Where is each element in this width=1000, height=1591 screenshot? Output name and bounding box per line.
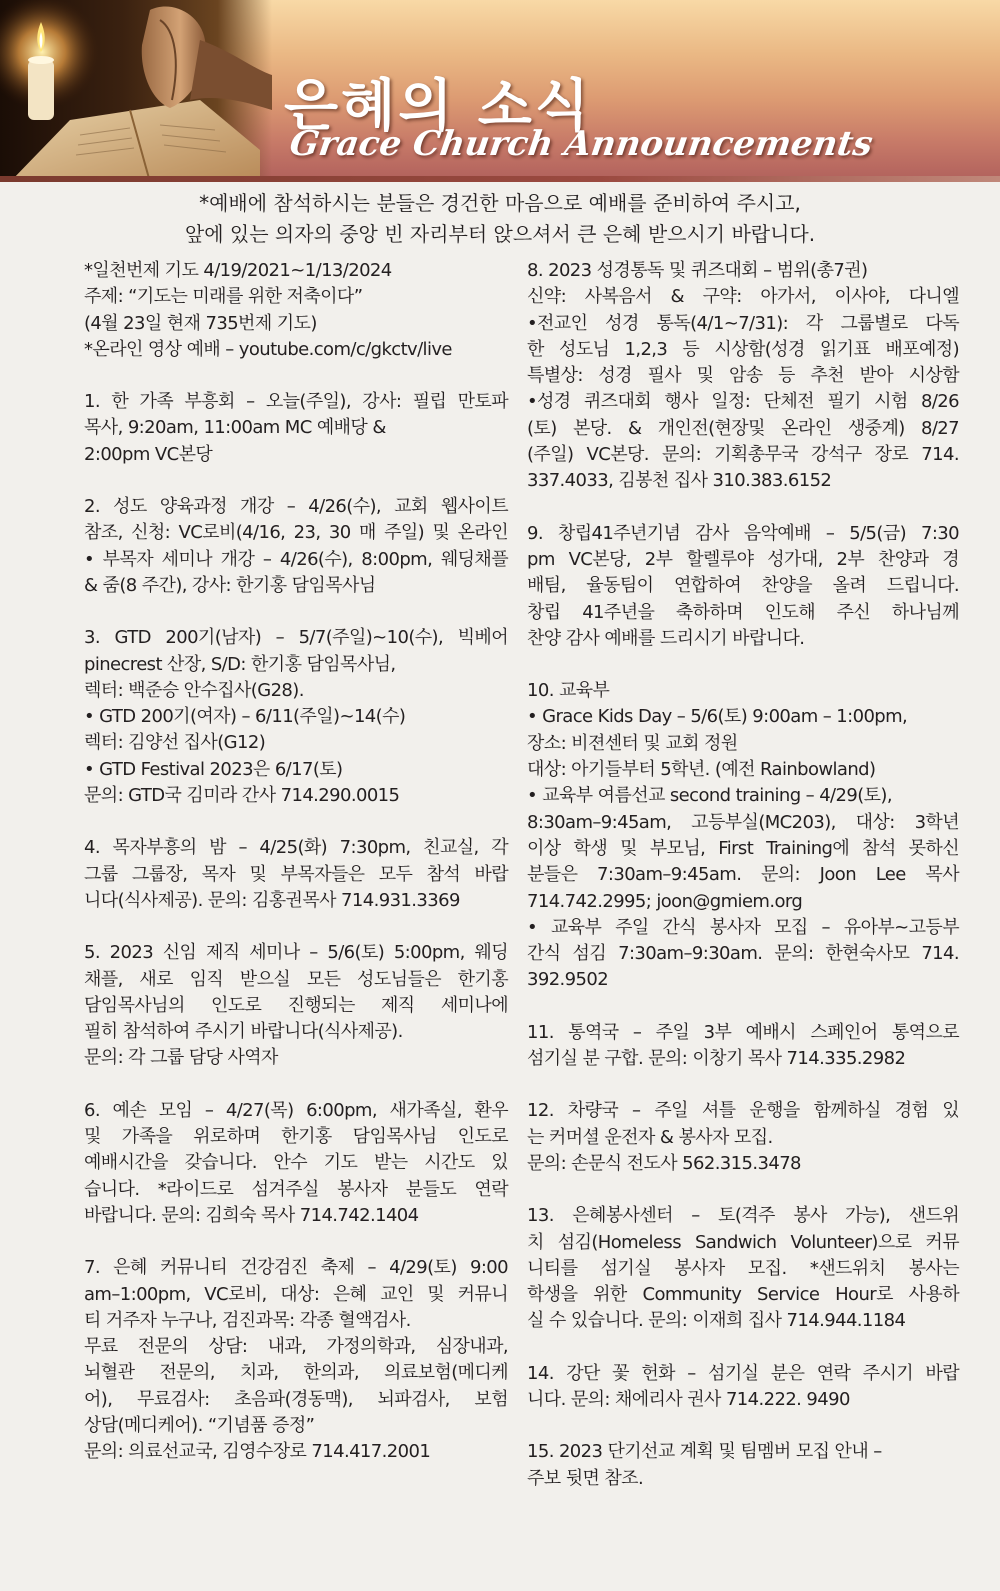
announcement-line: 목사, 9:20am, 11:00am MC 예배당 & [84,417,386,439]
announcement-line: 6. 예손 모임 – 4/27(목) 6:00pm, 새가족실, 환우 [84,1099,508,1121]
announcement-5 [84,940,508,1071]
announcement-line: 주보 뒷면 참조. [527,1467,644,1489]
announcement-line: 392.9502 [527,969,609,991]
announcement-line: 는 커머셜 운전자 & 봉사자 모집. [527,1126,773,1148]
announcement-line: 문의: 손문식 전도사 562.315.3478 [527,1152,801,1174]
announcement-line: 장소: 비젼센터 및 교회 정원 [527,732,738,754]
intro-notice [0,188,1000,250]
announcement-4 [84,835,508,914]
announcement-11 [527,1020,959,1073]
announcement-line: 및 가족을 위로하며 한기홍 담임목사님 인도로 [84,1126,508,1148]
prayer-line: *일천번제 기도 4/19/2021~1/13/2024 [84,260,392,281]
header-banner [0,0,1000,182]
announcement-line: 티 거주자 누구나, 검진과목: 각종 혈액검사. [84,1309,411,1331]
announcement-line: 9. 창립41주년기념 감사 음악예배 – 5/5(금) 7:30 [527,522,959,544]
announcement-line: 필히 참석하여 주시기 바랍니다(식사제공). [84,1021,403,1043]
announcement-line: 무료 전문의 상담: 내과, 가정의학과, 심장내과, [84,1336,508,1358]
announcement-line: 7. 은혜 커뮤니티 건강검진 축제 – 4/29(토) 9:00 [84,1257,508,1279]
announcement-line: 예배시간을 갖습니다. 안수 기도 받는 시간도 있 [84,1152,508,1174]
announcement-line: (토) 본당. & 개인전(현장및 온라인 생중계) 8/27 [527,417,959,439]
announcement-line: 분들은 7:30am–9:45am. 문의: Joon Lee 목사 [527,864,959,886]
announcement-line: 습니다. *라이드로 섬겨주실 봉사자 분들도 연락 [84,1178,508,1200]
announcement-line: 12. 차량국 – 주일 셔틀 운행을 함께하실 경험 있 [527,1100,959,1122]
announcement-line: 신약: 사복음서 & 구약: 아가서, 이사야, 다니엘 [527,286,959,308]
announcement-line: 714.742.2995; joon@gmiem.org [527,890,803,912]
announcement-line: 채플, 새로 임직 받으실 모든 성도님들은 한기홍 [84,968,508,990]
announcement-line: 이상 학생 및 부모님, First Training에 참석 못하신 [527,837,959,859]
announcement-line: 14. 강단 꽃 헌화 – 섬기실 분은 연락 주시기 바랍 [527,1362,959,1384]
announcement-line: 15. 2023 단기선교 계획 및 팀멤버 모집 안내 – [527,1441,882,1463]
announcement-line: 13. 은혜봉사센터 – 토(격주 봉사 가능), 샌드위 [527,1205,959,1227]
announcement-line: • 교육부 여름선교 second training – 4/29(토), [527,785,892,807]
announcement-line: • GTD 200기(여자) – 6/11(주일)~14(수) [84,706,406,728]
announcement-line: 8. 2023 성경통독 및 퀴즈대회 – 범위(총7권) [527,260,868,281]
announcement-line: 어), 무료검사: 초음파(경동맥), 뇌파검사, 보험 [84,1388,508,1410]
announcement-line: 렉터: 김양선 집사(G12) [84,732,266,754]
announcement-line: 실 수 있습니다. 문의: 이재희 집사 714.944.1184 [527,1310,906,1332]
announcement-line: 담임목사님의 인도로 진행되는 제직 세미나에 [84,994,508,1016]
prayer-line: *온라인 영상 예배 – youtube.com/c/gkctv/live [84,338,452,360]
announcement-line: 섬기실 분 구합. 문의: 이창기 목사 714.335.2982 [527,1048,906,1070]
announcement-line: 특별상: 성경 필사 및 암송 등 추천 받아 시상함 [527,365,959,387]
announcement-14 [527,1361,959,1414]
prayer-notice [84,258,508,363]
announcement-line: 문의: 의료선교국, 김영수장로 714.417.2001 [84,1441,431,1463]
announcement-line: (주일) VC본당. 문의: 기획총무국 강석구 장로 714. [527,444,959,466]
announcement-6 [84,1098,508,1229]
announcement-line: 337.4033, 김봉천 집사 310.383.6152 [527,470,832,492]
announcement-line: 니티를 섬기실 봉사자 모집. *샌드위치 봉사는 [527,1257,959,1279]
announcement-line: 렉터: 백준승 안수집사(G28). [84,679,304,701]
announcement-15 [527,1439,959,1492]
announcement-line: 10. 교육부 [527,680,610,702]
announcement-line: 학생을 위한 Community Service Hour로 사용하 [527,1284,959,1306]
prayer-line: 주제: “기도는 미래를 위한 저축이다” [84,286,363,308]
announcement-line: 4. 목자부흥의 밤 – 4/25(화) 7:30pm, 친교실, 각 [84,837,508,859]
announcement-line: •성경 퀴즈대회 행사 일정: 단체전 필기 시험 8/26 [527,391,959,413]
announcement-3 [84,625,508,809]
announcement-line: 배팀, 율동팀이 연합하여 찬양을 올려 드립니다. [527,575,959,597]
announcement-line: 문의: GTD국 김미라 간사 714.290.0015 [84,785,400,807]
announcement-line: 한 성도님 1,2,3 등 시상함(성경 읽기표 배포예정) [527,338,959,360]
announcement-12 [527,1098,959,1177]
announcement-line: 5. 2023 신임 제직 세미나 – 5/6(토) 5:00pm, 웨딩 [84,942,508,964]
left-column [84,258,508,1492]
announcement-line: • 교육부 주일 간식 봉사자 모집 – 유아부~고등부 [527,916,959,938]
announcement-line: • 부목자 세미나 개강 – 4/26(수), 8:00pm, 웨딩채플 [84,548,508,570]
announcement-line: 뇌혈관 전문의, 치과, 한의과, 의료보험(메디케 [84,1362,508,1384]
announcement-line: pm VC본당, 2부 할렐루야 성가대, 2부 찬양과 경 [527,548,959,570]
announcement-line: pinecrest 산장, S/D: 한기홍 담임목사님, [84,653,396,675]
announcement-line: 니다. 문의: 채에리사 권사 714.222. 9490 [527,1388,850,1410]
prayer-line: (4월 23일 현재 735번제 기도) [84,312,317,334]
announcement-line: 바랍니다. 문의: 김희숙 목사 714.742.1404 [84,1204,419,1226]
announcement-7 [84,1255,508,1465]
announcement-2 [84,494,508,599]
page-subtitle: Grace Church Announcements [287,124,876,164]
announcement-line: 치 섬김(Homeless Sandwich Volunteer)으로 커뮤 [527,1231,959,1253]
announcement-line: •전교인 성경 통독(4/1~7/31): 각 그룹별로 다독 [527,312,959,334]
announcement-9 [527,521,959,652]
intro-line: *예배에 참석하시는 분들은 경건한 마음으로 예배를 준비하여 주시고, [199,191,801,215]
announcement-10 [527,678,959,994]
announcement-line: 11. 통역국 – 주일 3부 예배시 스페인어 통역으로 [527,1021,959,1043]
announcement-line: 창립 41주년을 축하하며 인도해 주신 하나님께 [527,601,959,623]
intro-line: 앞에 있는 의자의 중앙 빈 자리부터 앉으셔서 큰 은혜 받으시기 바랍니다. [184,222,816,246]
announcement-line: • Grace Kids Day – 5/6(토) 9:00am – 1:00pm, [527,706,908,728]
right-column [527,258,959,1518]
announcement-line: 3. GTD 200기(남자) – 5/7(주일)~10(수), 빅베어 [84,627,508,649]
announcement-1 [84,389,508,468]
announcement-line: 2. 성도 양육과정 개강 – 4/26(수), 교회 웹사이트 [84,496,508,518]
announcement-line: • GTD Festival 2023은 6/17(토) [84,758,343,780]
announcement-line: 참조, 신청: VC로비(4/16, 23, 30 매 주일) 및 온라인 [84,522,508,544]
announcement-line: 1. 한 가족 부흥회 – 오늘(주일), 강사: 필립 만토파 [84,391,508,413]
announcement-line: 상담(메디케어). “기념품 증정” [84,1414,315,1436]
announcement-line: am–1:00pm, VC로비, 대상: 은혜 교인 및 커뮤니 [84,1283,508,1305]
announcement-line: 그룹 그룹장, 목자 및 부목자들은 모두 참석 바랍 [84,863,508,885]
announcement-line: 문의: 각 그룹 담당 사역자 [84,1047,278,1069]
announcement-line: & 줌(8 주간), 강사: 한기홍 담임목사님 [84,574,376,596]
announcement-line: 찬양 감사 예배를 드리시기 바랍니다. [527,627,805,649]
page-title: 은혜의 소식 [284,74,592,139]
announcement-13 [527,1203,959,1334]
announcement-line: 대상: 아기들부터 5학년. (예전 Rainbowland) [527,759,876,781]
announcement-line: 니다(식사제공). 문의: 김홍권목사 714.931.3369 [84,889,460,911]
banner-divider [0,176,1000,182]
announcement-line: 2:00pm VC본당 [84,443,213,465]
praying-hands-candle-photo [0,0,272,182]
announcement-8 [527,258,959,495]
announcement-line: 간식 섬김 7:30am–9:30am. 문의: 한현숙사모 714. [527,943,959,965]
announcement-line: 8:30am–9:45am, 고등부실(MC203), 대상: 3학년 [527,811,959,833]
